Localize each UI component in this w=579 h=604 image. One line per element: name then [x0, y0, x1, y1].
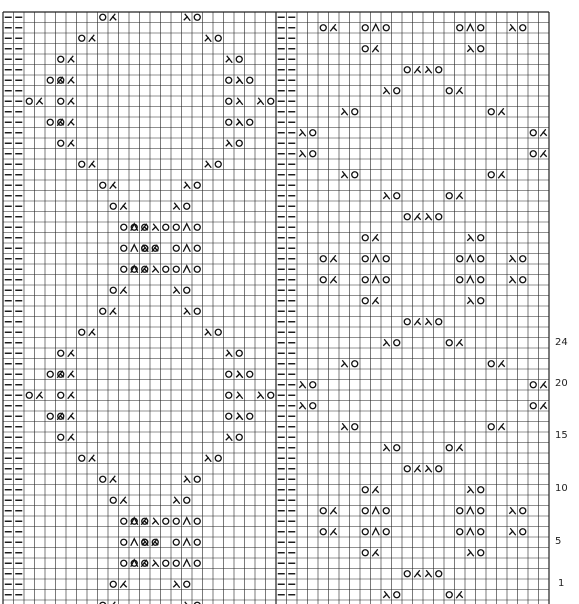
k2tog-symbol	[110, 308, 117, 315]
yarn-over-symbol	[184, 581, 190, 587]
row-number-10: 10	[555, 483, 568, 494]
sk2p-symbol	[183, 224, 190, 231]
yarn-over-symbol	[362, 487, 368, 493]
yarn-over-symbol	[362, 508, 368, 514]
k2tog-symbol	[414, 318, 421, 325]
yarn-over-symbol	[226, 413, 232, 419]
row-number-24: 24	[555, 337, 568, 348]
yarn-over-symbol	[520, 529, 526, 535]
ssk-symbol	[205, 455, 212, 462]
yarn-over-symbol	[478, 256, 484, 262]
yarn-over-symbol	[215, 455, 221, 461]
yarn-over-symbol	[446, 592, 452, 598]
k2tog-symbol	[68, 56, 75, 63]
ssk-symbol	[509, 24, 516, 31]
yarn-over-symbol	[58, 350, 64, 356]
yarn-over-symbol	[310, 403, 316, 409]
ssk-symbol	[299, 381, 306, 388]
yarn-over-symbol	[58, 434, 64, 440]
yarn-over-symbol	[100, 308, 106, 314]
k2tog-symbol	[540, 381, 547, 388]
yarn-over-symbol	[163, 518, 169, 524]
k2tog-symbol	[110, 14, 117, 21]
yarn-over-symbol	[47, 77, 53, 83]
sk2p-symbol	[131, 539, 138, 546]
ssk-symbol	[152, 266, 159, 273]
yarn-over-symbol	[478, 277, 484, 283]
yarn-over-symbol	[173, 224, 179, 230]
yarn-over-symbol	[236, 140, 242, 146]
yarn-over-symbol	[121, 224, 127, 230]
k2tog-symbol	[414, 66, 421, 73]
ssk-symbol	[467, 45, 474, 52]
ssk-symbol	[236, 119, 243, 126]
yarn-over-symbol	[79, 329, 85, 335]
ssk-symbol	[467, 297, 474, 304]
ssk-symbol	[383, 339, 390, 346]
yarn-over-symbol	[121, 539, 127, 545]
yarn-over-symbol	[478, 25, 484, 31]
yarn-over-symbol	[47, 371, 53, 377]
yarn-over-symbol	[478, 235, 484, 241]
yarn-over-symbol	[194, 14, 200, 20]
yarn-over-symbol	[478, 529, 484, 535]
ssk-symbol	[205, 161, 212, 168]
yarn-over-symbol	[173, 539, 179, 545]
yarn-over-symbol	[320, 529, 326, 535]
yarn-over-symbol	[362, 529, 368, 535]
yarn-over-symbol	[173, 560, 179, 566]
ssk-symbol	[173, 287, 180, 294]
k2tog-symbol	[330, 255, 337, 262]
yarn-over-symbol	[362, 25, 368, 31]
yarn-over-symbol	[520, 256, 526, 262]
ssk-symbol	[184, 308, 191, 315]
ssk-symbol	[236, 77, 243, 84]
yarn-over-symbol	[194, 518, 200, 524]
yarn-over-symbol	[520, 25, 526, 31]
yarn-over-symbol	[110, 581, 116, 587]
yarn-over-symbol	[163, 560, 169, 566]
ssk-symbol	[341, 171, 348, 178]
yarn-over-symbol	[79, 35, 85, 41]
yarn-over-symbol	[194, 245, 200, 251]
row-number-15: 15	[555, 430, 568, 441]
k2tog-symbol	[68, 350, 75, 357]
yarn-over-symbol	[404, 571, 410, 577]
k2tog-symbol	[89, 35, 96, 42]
yarn-over-symbol	[436, 571, 442, 577]
sk2p-symbol	[372, 276, 379, 283]
yarn-over-symbol	[26, 98, 32, 104]
yarn-over-symbol	[226, 77, 232, 83]
ssk-symbol	[425, 66, 432, 73]
sk2p-symbol	[183, 245, 190, 252]
k2tog-symbol	[540, 129, 547, 136]
yarn-over-symbol	[100, 476, 106, 482]
yarn-over-symbol	[404, 319, 410, 325]
sk2p-symbol	[467, 24, 474, 31]
yarn-over-symbol	[236, 56, 242, 62]
ssk-symbol	[383, 591, 390, 598]
yarn-over-symbol	[478, 487, 484, 493]
k2tog-symbol	[330, 528, 337, 535]
ssk-symbol	[299, 129, 306, 136]
k2tog-symbol	[456, 591, 463, 598]
ssk-symbol	[425, 465, 432, 472]
k2tog-symbol	[330, 507, 337, 514]
ssk-symbol	[257, 392, 264, 399]
yarn-over-symbol	[226, 392, 232, 398]
k2tog-symbol	[456, 87, 463, 94]
k2tog-symbol	[456, 444, 463, 451]
yarn-over-symbol	[320, 256, 326, 262]
yarn-over-symbol	[394, 445, 400, 451]
sk2p-symbol	[131, 245, 138, 252]
ssk-symbol	[467, 549, 474, 556]
ssk-symbol	[226, 434, 233, 441]
row-number-1: 1	[558, 578, 565, 589]
sk2p-symbol	[467, 507, 474, 514]
ssk-symbol	[152, 224, 159, 231]
yarn-over-symbol	[268, 98, 274, 104]
yarn-over-symbol	[457, 508, 463, 514]
ssk-symbol	[467, 234, 474, 241]
yarn-over-symbol	[100, 182, 106, 188]
yarn-over-symbol	[310, 382, 316, 388]
k2tog-symbol	[120, 203, 127, 210]
yarn-over-symbol	[352, 172, 358, 178]
ssk-symbol	[341, 423, 348, 430]
ssk-symbol	[173, 497, 180, 504]
chart-grid	[3, 12, 549, 604]
yarn-over-symbol	[488, 109, 494, 115]
yarn-over-symbol	[383, 508, 389, 514]
yarn-over-symbol	[446, 193, 452, 199]
yarn-over-symbol	[457, 529, 463, 535]
k2tog-symbol	[110, 476, 117, 483]
ssk-symbol	[236, 98, 243, 105]
yarn-over-symbol	[79, 455, 85, 461]
sk2p-symbol	[183, 539, 190, 546]
k2tog-symbol	[372, 486, 379, 493]
yarn-over-symbol	[226, 98, 232, 104]
k2tog-symbol	[330, 24, 337, 31]
ssk-symbol	[236, 413, 243, 420]
yarn-over-symbol	[268, 392, 274, 398]
yarn-over-symbol	[394, 592, 400, 598]
ssk-symbol	[257, 98, 264, 105]
row-number-20: 20	[555, 378, 568, 389]
ssk-symbol	[425, 570, 432, 577]
k2tog-symbol	[120, 497, 127, 504]
yarn-over-symbol	[163, 266, 169, 272]
ssk-symbol	[173, 203, 180, 210]
sk2p-symbol	[183, 266, 190, 273]
k2tog-symbol	[372, 297, 379, 304]
yarn-over-symbol	[173, 518, 179, 524]
yarn-over-symbol	[184, 203, 190, 209]
yarn-over-symbol	[163, 224, 169, 230]
yarn-over-symbol	[478, 298, 484, 304]
yarn-over-symbol	[320, 277, 326, 283]
k2tog-symbol	[68, 140, 75, 147]
yarn-over-symbol	[520, 508, 526, 514]
yarn-over-symbol	[530, 151, 536, 157]
yarn-over-symbol	[121, 560, 127, 566]
ssk-symbol	[173, 581, 180, 588]
yarn-over-symbol	[58, 56, 64, 62]
ssk-symbol	[425, 213, 432, 220]
k2tog-symbol	[36, 392, 43, 399]
yarn-over-symbol	[247, 413, 253, 419]
yarn-over-symbol	[530, 382, 536, 388]
yarn-over-symbol	[226, 119, 232, 125]
yarn-over-symbol	[110, 497, 116, 503]
ssk-symbol	[299, 150, 306, 157]
ssk-symbol	[184, 476, 191, 483]
yarn-over-symbol	[362, 235, 368, 241]
ssk-symbol	[299, 402, 306, 409]
yarn-over-symbol	[173, 266, 179, 272]
yarn-over-symbol	[436, 319, 442, 325]
yarn-over-symbol	[110, 203, 116, 209]
yarn-over-symbol	[404, 67, 410, 73]
ssk-symbol	[467, 486, 474, 493]
row-number-labels	[555, 337, 568, 589]
yarn-over-symbol	[310, 151, 316, 157]
yarn-over-symbol	[436, 466, 442, 472]
k2tog-symbol	[89, 161, 96, 168]
yarn-over-symbol	[110, 287, 116, 293]
sk2p-symbol	[372, 24, 379, 31]
ssk-symbol	[341, 108, 348, 115]
yarn-over-symbol	[383, 529, 389, 535]
yarn-over-symbol	[383, 25, 389, 31]
yarn-over-symbol	[247, 77, 253, 83]
sk2p-symbol	[467, 276, 474, 283]
yarn-over-symbol	[226, 371, 232, 377]
ssk-symbol	[205, 329, 212, 336]
row-number-5: 5	[555, 536, 562, 547]
sk2p-symbol	[183, 560, 190, 567]
yarn-over-symbol	[247, 371, 253, 377]
yarn-over-symbol	[352, 424, 358, 430]
yarn-over-symbol	[58, 392, 64, 398]
k2tog-symbol	[89, 455, 96, 462]
yarn-over-symbol	[100, 14, 106, 20]
yarn-over-symbol	[446, 340, 452, 346]
sk2p-symbol	[467, 528, 474, 535]
yarn-over-symbol	[310, 130, 316, 136]
yarn-over-symbol	[530, 130, 536, 136]
k2tog-symbol	[498, 423, 505, 430]
yarn-over-symbol	[362, 46, 368, 52]
yarn-over-symbol	[236, 350, 242, 356]
ssk-symbol	[236, 371, 243, 378]
yarn-over-symbol	[79, 161, 85, 167]
sk2p-symbol	[467, 255, 474, 262]
k2tog-symbol	[68, 413, 75, 420]
yarn-over-symbol	[184, 287, 190, 293]
yarn-over-symbol	[121, 245, 127, 251]
yarn-over-symbol	[404, 214, 410, 220]
ssk-symbol	[226, 140, 233, 147]
ssk-symbol	[236, 392, 243, 399]
ssk-symbol	[383, 87, 390, 94]
yarn-over-symbol	[488, 424, 494, 430]
yarn-over-symbol	[194, 539, 200, 545]
yarn-over-symbol	[478, 508, 484, 514]
k2tog-symbol	[68, 77, 75, 84]
yarn-over-symbol	[488, 172, 494, 178]
yarn-over-symbol	[457, 277, 463, 283]
yarn-over-symbol	[362, 298, 368, 304]
yarn-over-symbol	[173, 245, 179, 251]
ssk-symbol	[152, 560, 159, 567]
k2tog-symbol	[540, 150, 547, 157]
yarn-over-symbol	[352, 361, 358, 367]
yarn-over-symbol	[121, 266, 127, 272]
yarn-over-symbol	[394, 193, 400, 199]
yarn-over-symbol	[247, 119, 253, 125]
k2tog-symbol	[120, 581, 127, 588]
yarn-over-symbol	[320, 508, 326, 514]
ssk-symbol	[425, 318, 432, 325]
k2tog-symbol	[456, 192, 463, 199]
yarn-over-symbol	[194, 266, 200, 272]
k2tog-symbol	[68, 119, 75, 126]
yarn-over-symbol	[184, 497, 190, 503]
yarn-over-symbol	[446, 445, 452, 451]
yarn-over-symbol	[457, 25, 463, 31]
ssk-symbol	[383, 444, 390, 451]
yarn-over-symbol	[488, 361, 494, 367]
ssk-symbol	[509, 528, 516, 535]
ssk-symbol	[226, 350, 233, 357]
sk2p-symbol	[183, 518, 190, 525]
yarn-over-symbol	[194, 182, 200, 188]
yarn-over-symbol	[194, 308, 200, 314]
yarn-over-symbol	[436, 67, 442, 73]
ssk-symbol	[184, 14, 191, 21]
k2tog-symbol	[36, 98, 43, 105]
yarn-over-symbol	[383, 256, 389, 262]
k2tog-symbol	[414, 213, 421, 220]
yarn-over-symbol	[530, 403, 536, 409]
yarn-over-symbol	[215, 35, 221, 41]
k2tog-symbol	[414, 570, 421, 577]
yarn-over-symbol	[320, 25, 326, 31]
ssk-symbol	[226, 56, 233, 63]
sk2p-symbol	[372, 255, 379, 262]
yarn-over-symbol	[58, 98, 64, 104]
yarn-over-symbol	[394, 88, 400, 94]
yarn-over-symbol	[394, 340, 400, 346]
yarn-over-symbol	[383, 277, 389, 283]
k2tog-symbol	[330, 276, 337, 283]
k2tog-symbol	[456, 339, 463, 346]
ssk-symbol	[205, 35, 212, 42]
ssk-symbol	[509, 255, 516, 262]
ssk-symbol	[341, 360, 348, 367]
yarn-over-symbol	[215, 161, 221, 167]
sk2p-symbol	[372, 507, 379, 514]
yarn-over-symbol	[194, 476, 200, 482]
k2tog-symbol	[498, 108, 505, 115]
k2tog-symbol	[120, 287, 127, 294]
sk2p-symbol	[372, 528, 379, 535]
yarn-over-symbol	[362, 277, 368, 283]
yarn-over-symbol	[520, 277, 526, 283]
k2tog-symbol	[372, 234, 379, 241]
ssk-symbol	[152, 518, 159, 525]
yarn-over-symbol	[47, 413, 53, 419]
k2tog-symbol	[89, 329, 96, 336]
k2tog-symbol	[68, 434, 75, 441]
yarn-over-symbol	[478, 46, 484, 52]
yarn-over-symbol	[404, 466, 410, 472]
yarn-over-symbol	[446, 88, 452, 94]
k2tog-symbol	[414, 465, 421, 472]
yarn-over-symbol	[362, 550, 368, 556]
yarn-over-symbol	[194, 224, 200, 230]
k2tog-symbol	[68, 98, 75, 105]
yarn-over-symbol	[215, 329, 221, 335]
k2tog-symbol	[540, 402, 547, 409]
k2tog-symbol	[372, 45, 379, 52]
yarn-over-symbol	[26, 392, 32, 398]
ssk-symbol	[509, 276, 516, 283]
yarn-over-symbol	[362, 256, 368, 262]
k2tog-symbol	[68, 371, 75, 378]
yarn-over-symbol	[236, 434, 242, 440]
k2tog-symbol	[498, 360, 505, 367]
yarn-over-symbol	[121, 518, 127, 524]
k2tog-symbol	[498, 171, 505, 178]
yarn-over-symbol	[194, 560, 200, 566]
k2tog-symbol	[110, 182, 117, 189]
ssk-symbol	[383, 192, 390, 199]
yarn-over-symbol	[478, 550, 484, 556]
yarn-over-symbol	[352, 109, 358, 115]
ssk-symbol	[184, 182, 191, 189]
ssk-symbol	[509, 507, 516, 514]
yarn-over-symbol	[47, 119, 53, 125]
yarn-over-symbol	[58, 140, 64, 146]
yarn-over-symbol	[436, 214, 442, 220]
yarn-over-symbol	[457, 256, 463, 262]
k2tog-symbol	[68, 392, 75, 399]
k2tog-symbol	[372, 549, 379, 556]
